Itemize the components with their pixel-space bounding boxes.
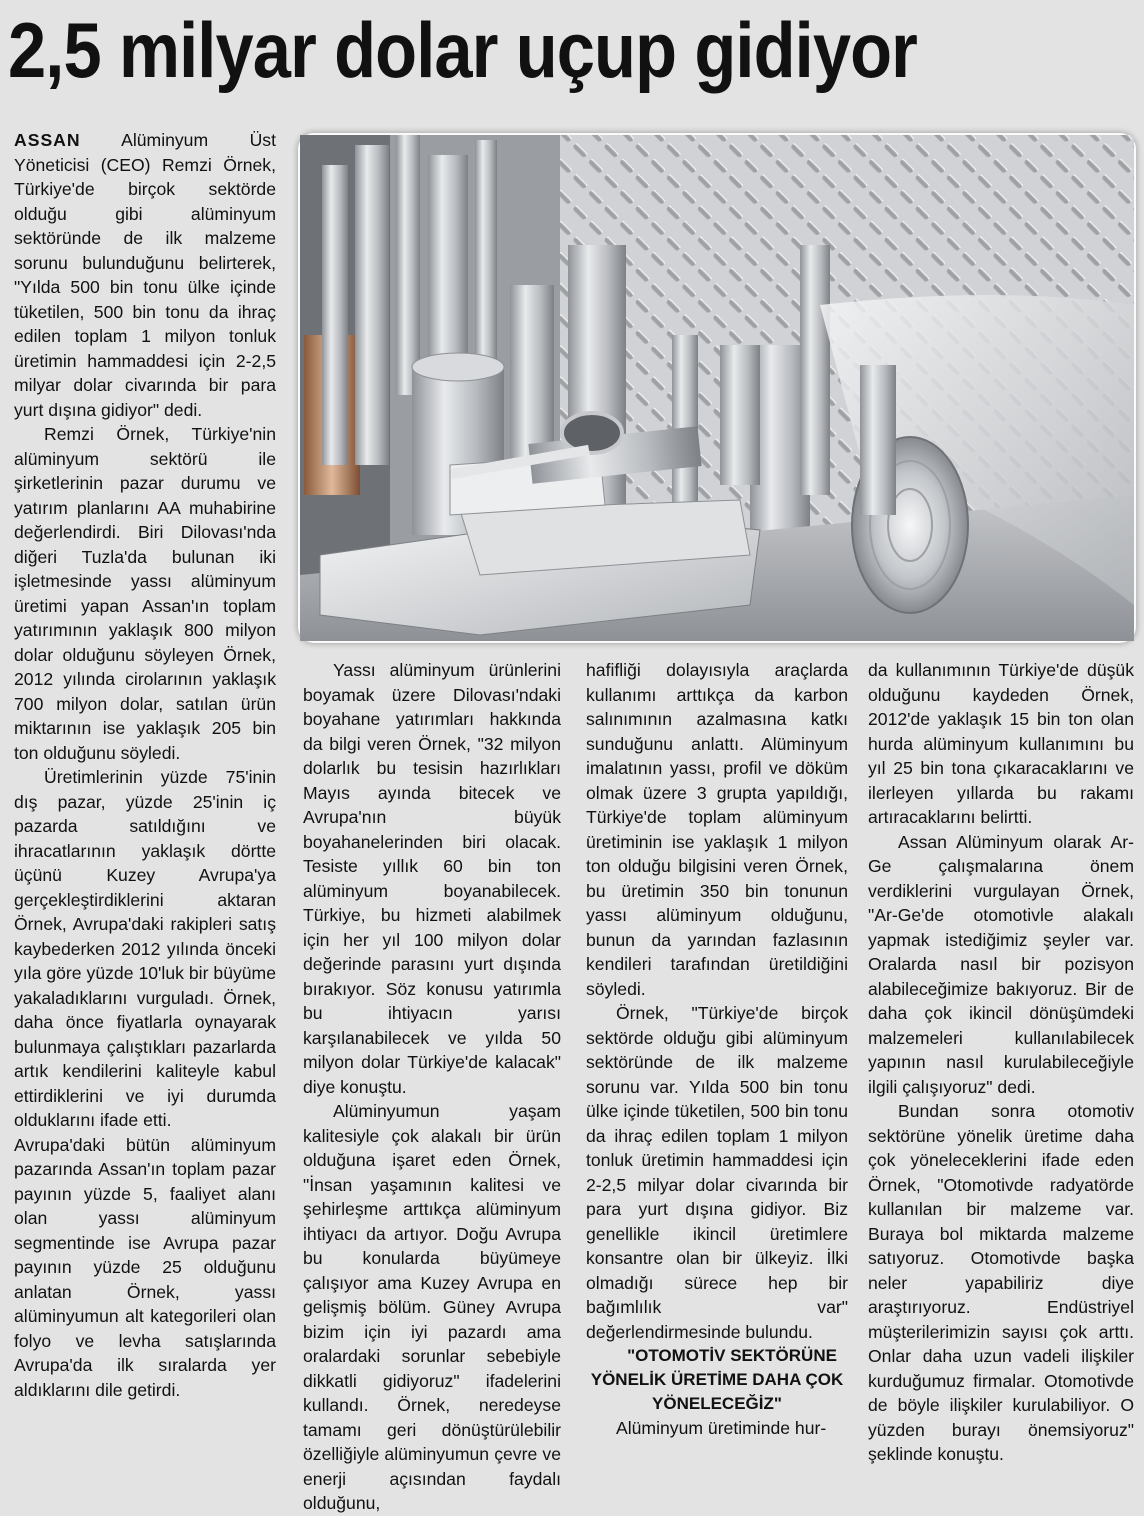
paragraph: Alüminyum üretiminde hur- xyxy=(616,1418,827,1438)
lead-word: ASSAN xyxy=(14,130,81,150)
article-column-1 xyxy=(14,128,276,1500)
paragraph: Remzi Örnek, Türkiye'nin alüminyum sektörü ile şirketlerinin pazar durumu ve yatırım planlarını AA muhabirine değerlendirdi. Biri Dilovası'nda diğeri Tuzla'da bulunan iki işletmesinde yassı alüminyum üretimi yapan Assan'ın toplam yatırımının yaklaşık 800 milyon dolar olduğunu söyleyen Örnek, 2012 yılında cirolarının yaklaşık 700 milyon dolar, satılan ürün miktarının ise yaklaşık 205 bin ton olduğunu söyledi. xyxy=(14,424,276,763)
paragraph: hafifliği dolayısıyla araçlarda kullanımı arttıkça da karbon salınımının azalmasına katkı sunduğunu anlattı. Alüminyum imalatının yassı, profil ve döküm olmak üzere 3 grupta yapıldığı, Türkiye'de toplam alüminyum üretiminin ise yaklaşık 1 milyon ton olduğu bilgisini veren Örnek, bu üretimin 350 bin tonunun yassı alüminyum olduğunu, bunun da yarından fazlasının kendileri tarafından üretildiğini söyledi. xyxy=(586,660,848,999)
headline: 2,5 milyar dolar uçup gidiyor xyxy=(8,6,917,94)
paragraph: Bundan sonra otomotiv sektörüne yönelik üretime daha çok yöneleceklerini ifade eden Örnek, "Otomotivde radyatörde kullanılan bir malzeme var. Buraya bol miktarda malzeme satıyoruz. Otomotivde başka neler yapabiliriz diye araştırıyoruz. Endüstriyel müşterilerimizin sayısı çok arttı. Onlar daha uzun vadeli ilişkiler kurduğumuz firmalar. Otomotivde de böyle ilişkiler kurulabiliyor. O yüzden burayı önemsiyoruz" şeklinde konuştu. xyxy=(868,1101,1134,1464)
paragraph: Alüminyumun yaşam kalitesiyle çok alakalı bir ürün olduğuna işaret eden Örnek, "İnsan yaşamının kalitesi ve şehirleşme arttıkça alüminyum ihtiyacı da artıyor. Doğu Avrupa bu konularda büyümeye çalışıyor ama Kuzey Avrupa en gelişmiş bölüm. Güney Avrupa bizim için iyi pazardı ama oralardaki sorunlar sebebiyle dikkatli gidiyoruz" ifadelerini kullandı. Örnek, neredeyse tamamı geri dönüştürülebilir özelliğiyle alüminyumun çevre ve enerji açısından faydalı olduğunu, xyxy=(303,1101,561,1513)
paragraph: Üretimlerinin yüzde 75'inin dış pazar, yüzde 25'inin iç pazarda satıldığını ve ihracatlarının yaklaşık dörtte üçünü Kuzey Avrupa'ya gerçekleştirdiklerini aktaran Örnek, Avrupa'daki rakipleri satış kaybederken 2012 yılında önceki yıla göre yüzde 10'luk bir büyüme yakaladıklarını vurguladı. Örnek, daha önce fiyatlarla oynayarak bulunmaya çalıştıkları pazarlarda artık kendilerini kaliteyle kabul ettirdiklerini ve iyi durumda olduklarını ifade etti. xyxy=(14,767,276,1130)
paragraph: Yassı alüminyum ürünlerini boyamak üzere Dilovası'ndaki boyahane yatırımları hakkında da bilgi veren Örnek, "32 milyon dolarlık bu tesisin hazırlıkları Mayıs ayında bitecek ve Avrupa'nın büyük boyahanelerinden biri olacak. Tesiste yıllık 60 bin ton alüminyum boyanabilecek. Türkiye, bu hizmeti alabilmek için her yıl 100 milyon dolar değerinde parasını yurt dışında bırakıyor. Söz konusu yatırımla bu ihtiyacın yarısı karşılanabilecek ve yılda 50 milyon dolar Türkiye'de kalacak" diye konuştu. xyxy=(303,660,561,1097)
paragraph: Avrupa'daki bütün alüminyum pazarında Assan'ın toplam pazar payının yüzde 5, faaliyet alanı olan yassı alüminyum segmentinde ise Avrupa pazar payının yüzde 25 olduğunu anlatan Örnek, yassı alüminyumun alt kategorileri olan folyo ve levha satışlarında Avrupa'da ilk sıralarda yer aldıklarını dile getirdi. xyxy=(14,1134,276,1400)
paragraph xyxy=(14,128,276,422)
paragraph: da kullanımının Türkiye'de düşük olduğunu kaydeden Örnek, 2012'de yaklaşık 15 bin ton olan hurda alüminyum kullanımını bu yıl 25 bin tona çıkaracaklarını ve ilerleyen yıllarda bu rakamı artıracaklarını belirtti. xyxy=(868,660,1134,827)
paragraph-text: Alüminyum Üst Yöneticisi (CEO) Remzi Örnek, Türkiye'de birçok sektörde olduğu gibi alüminyum sektöründe de ilk malzeme sorunu bulunduğunu belirterek, "Yılda 500 bin tonu ülke içinde tüketilen, 500 bin tonu da ihraç edilen toplam 1 milyon tonluk üretimin hammaddesi için 2-2,5 milyar dolar civarında bir para yurt dışına gidiyor" dedi. xyxy=(14,130,276,420)
aluminium-products-photo xyxy=(300,135,1134,641)
article-column-3 xyxy=(586,658,848,1500)
article-column-2 xyxy=(303,658,561,1513)
article-column-4 xyxy=(868,658,1134,1500)
paragraph: Assan Alüminyum olarak Ar-Ge çalışmalarına önem verdiklerini vurgulayan Örnek, "Ar-Ge'de otomotivle alakalı yapmak istediğimiz şeyler var. Oralarda nasıl bir pozisyon alabileceğimize bakıyoruz. Bir de daha çok ikincil dönüşümdeki malzemeleri kullanılabilecek yapının nasıl kurulabileceğiyle ilgili çalışıyoruz" dedi. xyxy=(868,831,1134,1097)
subheading: "OTOMOTİV SEKTÖRÜNE YÖNELİK ÜRETİME DAHA ÇOK YÖNELECEĞİZ" xyxy=(590,1346,844,1413)
paragraph: Örnek, "Türkiye'de birçok sektörde olduğu gibi alüminyum sektöründe de ilk malzeme sorunu var. Yılda 500 bin tonu ülke içinde tüketilen, 500 bin tonu da ihraç edilen toplam 1 milyon tonluk üretimin hammaddesi için 2-2,5 milyar dolar civarında bir para yurt dışına gidiyor. Biz genellikle ikincil üretimlere konsantre olan bir ülkeyiz. İlki olmadığı sürece hep bir bağımlılık var" değerlendirmesinde bulundu. xyxy=(586,1003,848,1342)
